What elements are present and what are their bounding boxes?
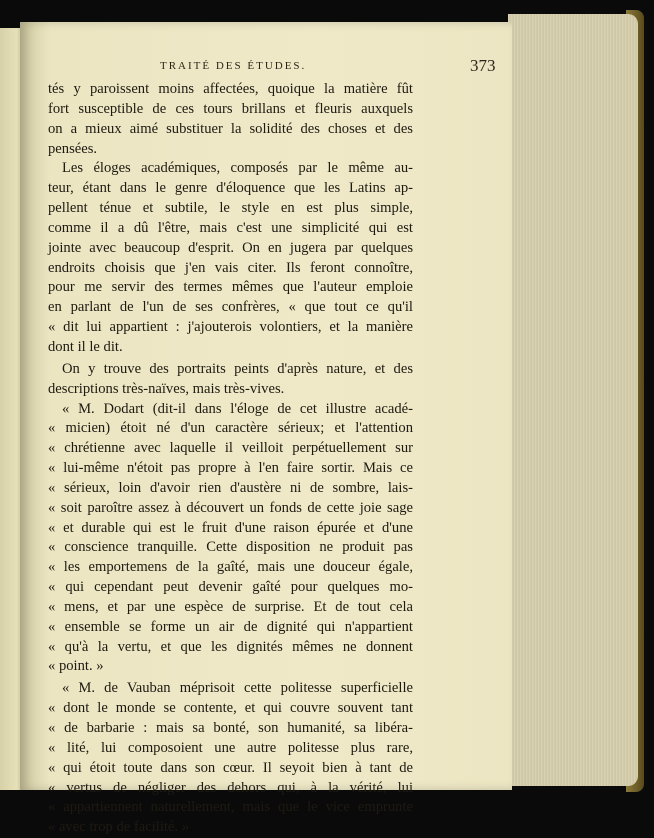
body-text xyxy=(48,80,413,838)
text-line: dont il le dit. xyxy=(48,338,123,355)
text-line: jointe avec beaucoup d'esprit. On en jugera par quelques xyxy=(48,239,413,256)
text-line: « M. de Vauban méprisoit cette politesse superficielle xyxy=(62,680,413,697)
paragraph xyxy=(48,360,413,400)
text-line: « soit paroître assez à découvert un fonds de cette joie sage xyxy=(48,499,413,516)
text-line: on a mieux aimé substituer la solidité des choses et des xyxy=(48,120,413,137)
text-line: « lui-même n'étoit pas propre à l'en faire sortir. Mais ce xyxy=(48,460,413,477)
text-line: « qu'à la vertu, et que les dignités mêmes ne donnent xyxy=(48,638,413,655)
running-title: TRAITÉ DES ÉTUDES. xyxy=(160,60,307,72)
text-line: « sérieux, loin d'avoir rien d'austère ni de sombre, lais- xyxy=(48,479,413,496)
text-line: « dont le monde se contente, et qui couvre souvent tant xyxy=(48,700,413,717)
paragraph xyxy=(48,159,413,357)
text-line: « lité, lui composoient une autre politesse plus rare, xyxy=(48,739,413,756)
text-line: « micien) étoit né d'un caractère sérieux; et l'attention xyxy=(48,420,413,437)
text-line: tés y paroissent moins affectées, quoique la matière fût xyxy=(48,81,413,97)
text-line: « ensemble se forme un air de dignité qui n'appartient xyxy=(48,618,413,635)
text-line: descriptions très-naïves, mais très-vives. xyxy=(48,380,285,397)
paragraph xyxy=(48,80,413,159)
text-line: « et durable qui est le fruit d'une raison épurée et d'une xyxy=(48,519,413,536)
text-line: endroits choisis que j'en vais citer. Ils feront connoître, xyxy=(48,259,413,276)
text-line: pellent ténue et subtile, le style en est plus simple, xyxy=(48,200,413,217)
paragraph xyxy=(48,679,413,838)
text-line: pour me servir des termes mêmes que l'auteur emploie xyxy=(48,279,413,296)
paragraph xyxy=(48,400,413,678)
page-number: 373 xyxy=(470,56,496,75)
text-line: « conscience tranquille. Cette disposition ne produit pas xyxy=(48,539,413,556)
text-line: en parlant de l'un de ses confrères, « que tout ce qu'il xyxy=(48,299,413,316)
page-edges xyxy=(508,14,638,786)
text-line: « M. Dodart (dit-il dans l'éloge de cet illustre acadé- xyxy=(62,400,413,417)
text-line: On y trouve des portraits peints d'après nature, et des xyxy=(62,360,413,377)
text-line: « de barbarie : mais sa bonté, son humanité, sa libéra- xyxy=(48,720,413,736)
text-line: « dit lui appartient : j'ajouterois volontiers, et la manière xyxy=(48,319,413,336)
text-line: comme il a dû l'être, mais c'est une simplicité qui est xyxy=(48,219,413,236)
text-line: « les emportemens de la gaîté, mais une douceur égale, xyxy=(48,559,413,576)
text-line: « point. » xyxy=(48,658,104,675)
text-line: « vertus de négliger des dehors qui, à la vérité, lui xyxy=(48,779,413,796)
text-line: Les éloges académiques, composés par le même au- xyxy=(62,160,413,177)
text-line: « appartiennent naturellement, mais que le vice emprunte xyxy=(48,799,413,816)
text-line: fort susceptible de ces tours brillans et fleuris auxquels xyxy=(48,100,413,117)
text-line: teur, étant dans le genre d'éloquence que les Latins ap- xyxy=(48,180,413,197)
text-line: « qui étoit toute dans son cœur. Il seyoit bien à tant de xyxy=(48,759,413,776)
text-line: « mens, et par une espèce de surprise. Et de tout cela xyxy=(48,598,413,615)
text-line: « qui cependant peut devenir gaîté pour quelques mo- xyxy=(48,579,413,596)
text-line: « avec trop de facilité. » xyxy=(48,819,190,836)
text-line: pensées. xyxy=(48,140,98,157)
text-line: « chrétienne avec laquelle il veilloit perpétuellement sur xyxy=(48,440,413,457)
